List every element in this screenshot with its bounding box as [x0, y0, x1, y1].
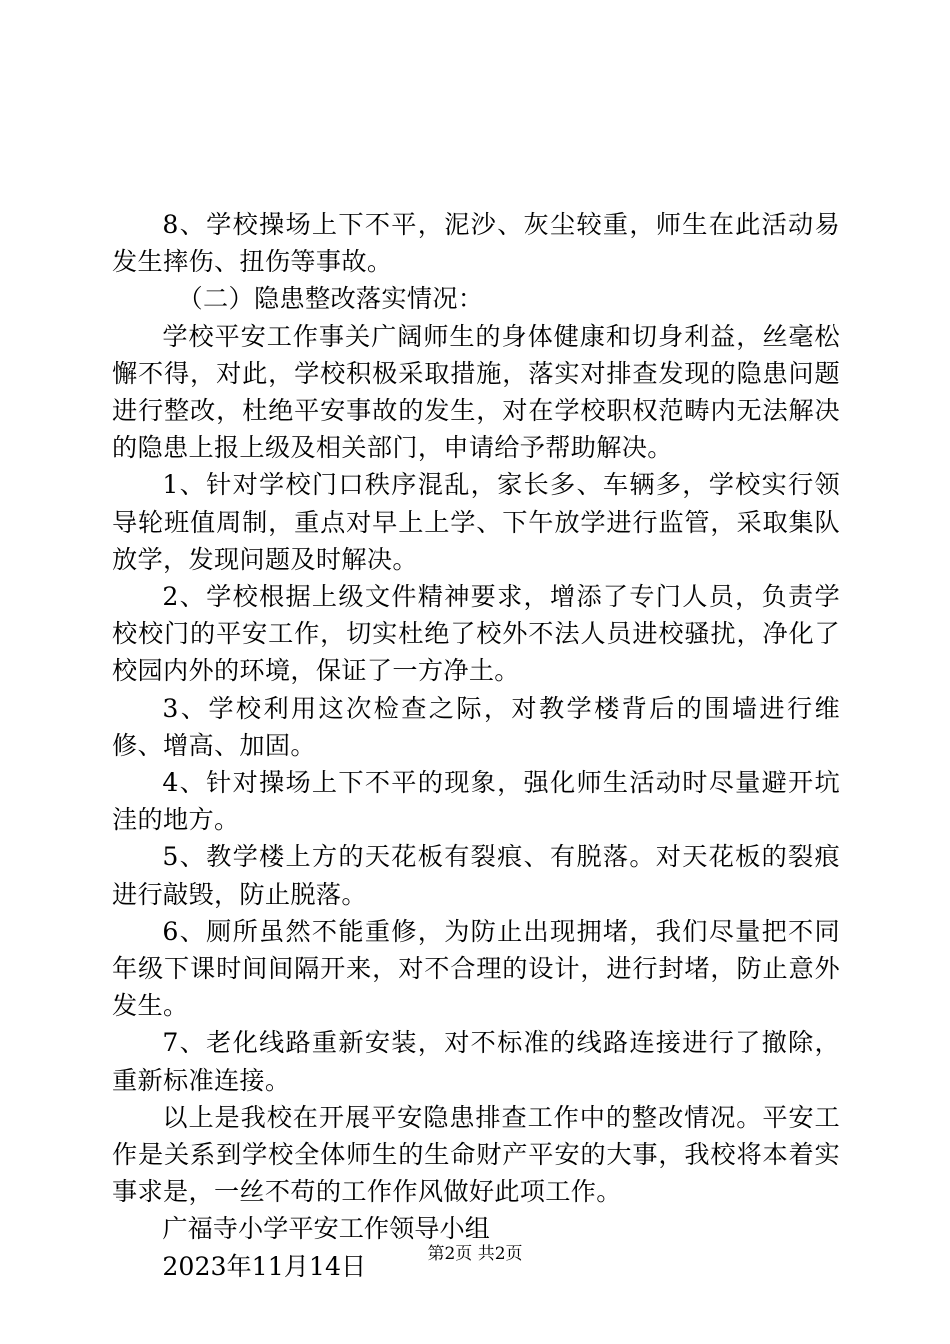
paragraph-conclusion: 以上是我校在开展平安隐患排查工作中的整改情况。平安工作是关系到学校全体师生的生命财产平安的大事，我校将本着实事求是，一丝不苟的工作作风做好此项工作。	[112, 1102, 840, 1207]
paragraph-item-3: 3、学校利用这次检查之际，对教学楼背后的围墙进行维修、增高、加固。	[112, 693, 840, 760]
document-date: 2023年11月14日	[162, 1251, 367, 1281]
paragraph-item-1: 1、针对学校门口秩序混乱，家长多、车辆多，学校实行领导轮班值周制，重点对早上上学、下午放学进行监管，采取集队放学，发现问题及时解决。	[112, 470, 840, 574]
section-heading-rectification: （二）隐患整改落实情况：	[177, 284, 484, 314]
paragraph-item-2: 2、学校根据上级文件精神要求，增添了专门人员，负责学校校门的平安工作，切实杜绝了校外不法人员进校骚扰，净化了校园内外的环境，保证了一方净土。	[112, 582, 840, 686]
page-number: 第2页 共2页	[427, 1244, 523, 1264]
signature: 广福寺小学平安工作领导小组	[162, 1214, 490, 1244]
paragraph-intro: 学校平安工作事关广阔师生的身体健康和切身利益，丝毫松懈不得，对此，学校积极采取措施，落实对排查发现的隐患问题进行整改，杜绝平安事故的发生，对在学校职权范畴内无法解决的隐患上报上级及相关部门，申请给予帮助解决。	[112, 321, 840, 463]
document-body	[112, 206, 840, 1285]
paragraph-item-6: 6、厕所虽然不能重修，为防止出现拥堵，我们尽量把不同年级下课时间间隔开来，对不合理的设计，进行封堵，防止意外发生。	[112, 916, 840, 1021]
paragraph-item-4: 4、针对操场上下不平的现象，强化师生活动时尽量避开坑洼的地方。	[112, 768, 840, 835]
paragraph-item-8: 8、学校操场上下不平，泥沙、灰尘较重，师生在此活动易发生摔伤、扭伤等事故。	[112, 210, 840, 277]
paragraph-item-5: 5、教学楼上方的天花板有裂痕、有脱落。对天花板的裂痕进行敲毁，防止脱落。	[112, 842, 840, 909]
paragraph-item-7: 7、老化线路重新安装，对不标准的线路连接进行了撤除，重新标准连接。	[112, 1028, 840, 1095]
